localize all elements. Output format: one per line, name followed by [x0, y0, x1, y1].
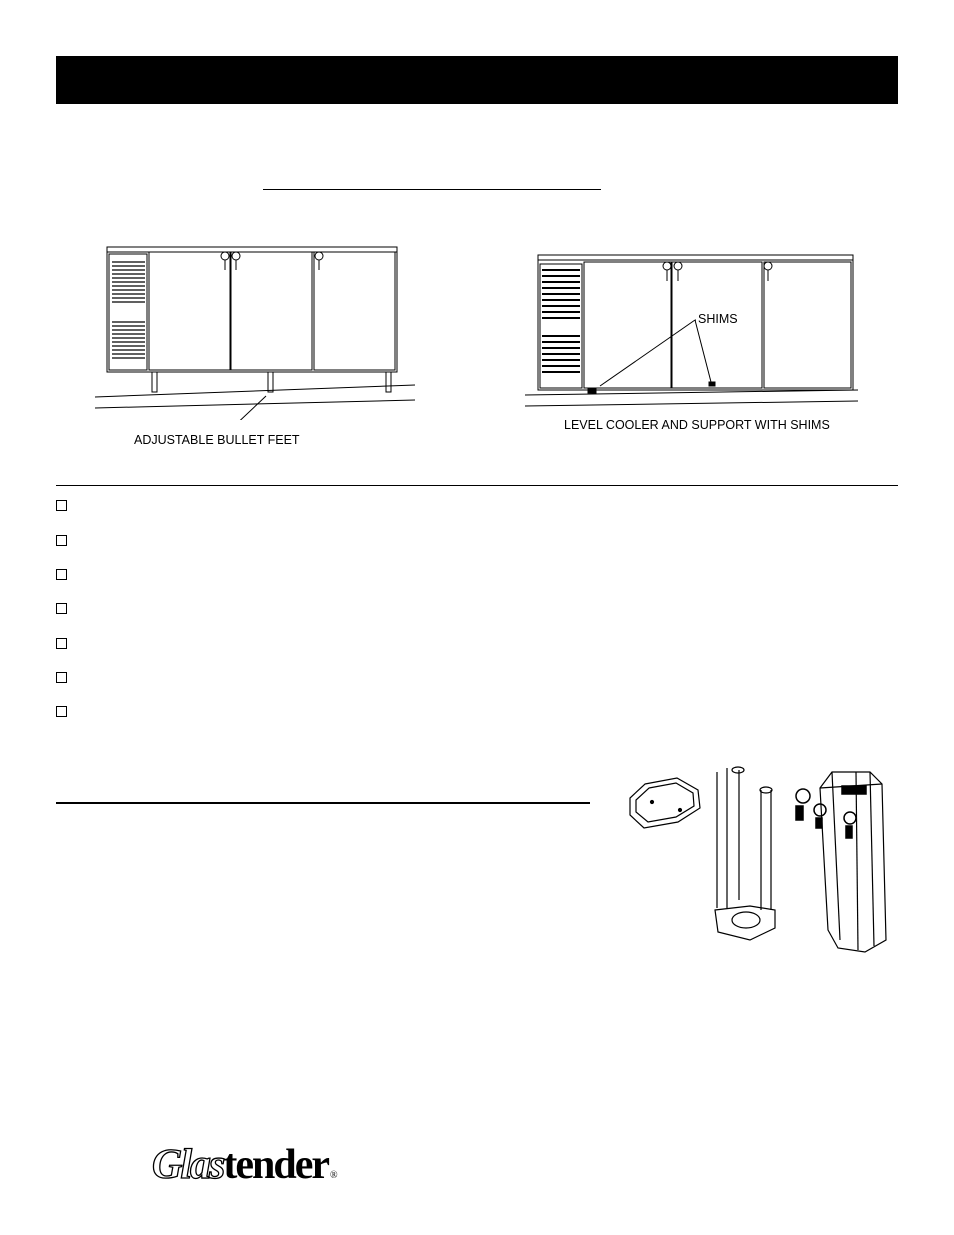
section-divider: [56, 485, 898, 486]
checklist-checkbox[interactable]: [56, 535, 67, 546]
glastender-logo: Glastender ®: [152, 1142, 338, 1188]
checklist-checkbox[interactable]: [56, 603, 67, 614]
left-figure-caption: ADJUSTABLE BULLET FEET: [134, 433, 300, 447]
shims-label: SHIMS: [698, 312, 738, 326]
draft-tower-assembly-figure: [620, 760, 900, 955]
checklist-checkbox[interactable]: [56, 638, 67, 649]
checklist-checkbox[interactable]: [56, 569, 67, 580]
checklist-checkbox[interactable]: [56, 672, 67, 683]
header-bar: [56, 56, 898, 104]
section-heading-underline: [263, 189, 601, 190]
checklist-checkbox[interactable]: [56, 500, 67, 511]
lower-section-underline: [56, 802, 590, 804]
cooler-bullet-feet-figure: [90, 240, 420, 420]
right-figure-caption: LEVEL COOLER AND SUPPORT WITH SHIMS: [564, 418, 830, 432]
cooler-shims-figure: [520, 248, 870, 418]
checklist-checkbox[interactable]: [56, 706, 67, 717]
